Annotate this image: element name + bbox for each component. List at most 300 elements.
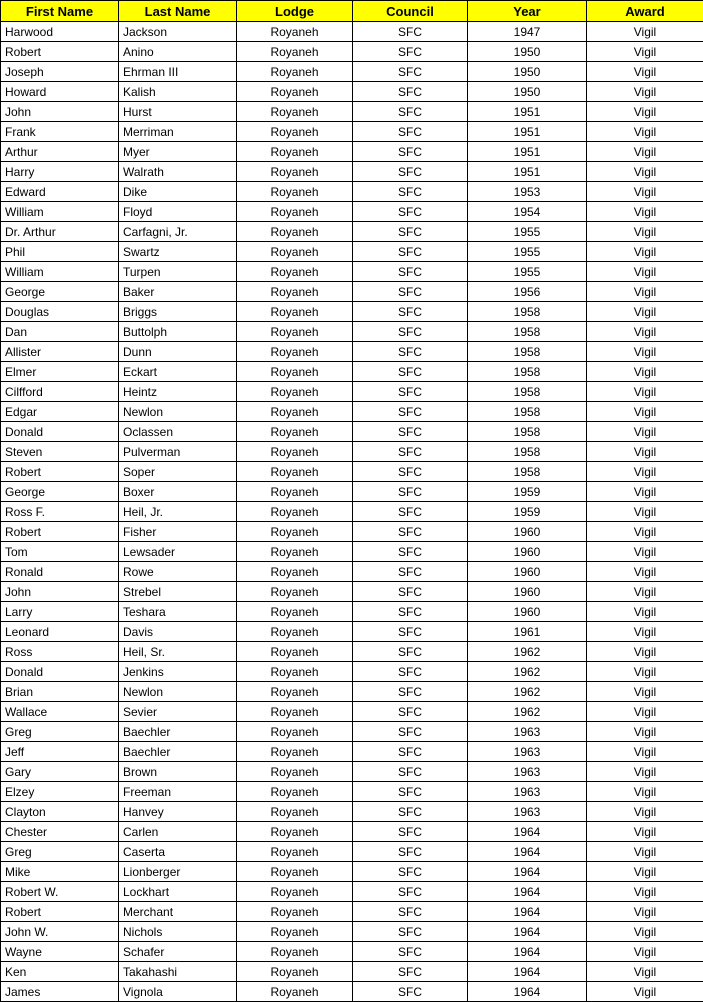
cell-first-name[interactable]: John [1, 102, 119, 122]
cell-lodge[interactable]: Royaneh [237, 222, 353, 242]
cell-award[interactable]: Vigil [587, 542, 703, 562]
cell-first-name[interactable]: Edgar [1, 402, 119, 422]
cell-last-name[interactable]: Jackson [119, 22, 237, 42]
cell-award[interactable]: Vigil [587, 122, 703, 142]
cell-first-name[interactable]: Robert W. [1, 882, 119, 902]
cell-lodge[interactable]: Royaneh [237, 822, 353, 842]
cell-year[interactable]: 1960 [468, 522, 587, 542]
cell-council[interactable]: SFC [353, 942, 468, 962]
cell-first-name[interactable]: William [1, 262, 119, 282]
cell-last-name[interactable]: Briggs [119, 302, 237, 322]
cell-award[interactable]: Vigil [587, 942, 703, 962]
cell-council[interactable]: SFC [353, 162, 468, 182]
cell-last-name[interactable]: Brown [119, 762, 237, 782]
cell-year[interactable]: 1962 [468, 662, 587, 682]
cell-council[interactable]: SFC [353, 222, 468, 242]
cell-council[interactable]: SFC [353, 62, 468, 82]
cell-first-name[interactable]: Harwood [1, 22, 119, 42]
cell-last-name[interactable]: Sevier [119, 702, 237, 722]
cell-last-name[interactable]: Caserta [119, 842, 237, 862]
cell-last-name[interactable]: Hurst [119, 102, 237, 122]
cell-year[interactable]: 1955 [468, 242, 587, 262]
cell-last-name[interactable]: Oclassen [119, 422, 237, 442]
cell-year[interactable]: 1947 [468, 22, 587, 42]
cell-year[interactable]: 1962 [468, 702, 587, 722]
cell-last-name[interactable]: Strebel [119, 582, 237, 602]
cell-council[interactable]: SFC [353, 82, 468, 102]
cell-first-name[interactable]: John W. [1, 922, 119, 942]
cell-award[interactable]: Vigil [587, 182, 703, 202]
cell-last-name[interactable]: Jenkins [119, 662, 237, 682]
cell-first-name[interactable]: Robert [1, 902, 119, 922]
cell-last-name[interactable]: Walrath [119, 162, 237, 182]
cell-first-name[interactable]: George [1, 482, 119, 502]
cell-council[interactable]: SFC [353, 962, 468, 982]
cell-last-name[interactable]: Nichols [119, 922, 237, 942]
cell-award[interactable]: Vigil [587, 262, 703, 282]
cell-first-name[interactable]: Douglas [1, 302, 119, 322]
cell-award[interactable]: Vigil [587, 62, 703, 82]
cell-year[interactable]: 1951 [468, 122, 587, 142]
cell-council[interactable]: SFC [353, 982, 468, 1002]
cell-lodge[interactable]: Royaneh [237, 462, 353, 482]
cell-award[interactable]: Vigil [587, 722, 703, 742]
cell-lodge[interactable]: Royaneh [237, 422, 353, 442]
cell-year[interactable]: 1951 [468, 102, 587, 122]
cell-council[interactable]: SFC [353, 482, 468, 502]
cell-lodge[interactable]: Royaneh [237, 642, 353, 662]
cell-last-name[interactable]: Lionberger [119, 862, 237, 882]
cell-lodge[interactable]: Royaneh [237, 762, 353, 782]
cell-council[interactable]: SFC [353, 722, 468, 742]
cell-award[interactable]: Vigil [587, 742, 703, 762]
cell-first-name[interactable]: Dr. Arthur [1, 222, 119, 242]
cell-award[interactable]: Vigil [587, 22, 703, 42]
cell-council[interactable]: SFC [353, 902, 468, 922]
cell-year[interactable]: 1958 [468, 402, 587, 422]
cell-first-name[interactable]: Phil [1, 242, 119, 262]
cell-lodge[interactable]: Royaneh [237, 102, 353, 122]
cell-award[interactable]: Vigil [587, 762, 703, 782]
cell-first-name[interactable]: Greg [1, 722, 119, 742]
cell-year[interactable]: 1950 [468, 62, 587, 82]
cell-council[interactable]: SFC [353, 842, 468, 862]
cell-award[interactable]: Vigil [587, 82, 703, 102]
cell-award[interactable]: Vigil [587, 982, 703, 1002]
cell-last-name[interactable]: Merriman [119, 122, 237, 142]
cell-year[interactable]: 1959 [468, 502, 587, 522]
cell-year[interactable]: 1964 [468, 922, 587, 942]
cell-last-name[interactable]: Rowe [119, 562, 237, 582]
cell-last-name[interactable]: Carlen [119, 822, 237, 842]
cell-last-name[interactable]: Dike [119, 182, 237, 202]
cell-year[interactable]: 1959 [468, 482, 587, 502]
cell-council[interactable]: SFC [353, 422, 468, 442]
cell-award[interactable]: Vigil [587, 102, 703, 122]
cell-last-name[interactable]: Lewsader [119, 542, 237, 562]
cell-year[interactable]: 1958 [468, 322, 587, 342]
cell-award[interactable]: Vigil [587, 342, 703, 362]
cell-lodge[interactable]: Royaneh [237, 202, 353, 222]
cell-lodge[interactable]: Royaneh [237, 382, 353, 402]
cell-lodge[interactable]: Royaneh [237, 142, 353, 162]
cell-last-name[interactable]: Baker [119, 282, 237, 302]
cell-award[interactable]: Vigil [587, 442, 703, 462]
cell-council[interactable]: SFC [353, 342, 468, 362]
cell-lodge[interactable]: Royaneh [237, 482, 353, 502]
cell-last-name[interactable]: Turpen [119, 262, 237, 282]
cell-council[interactable]: SFC [353, 662, 468, 682]
cell-first-name[interactable]: Elzey [1, 782, 119, 802]
cell-last-name[interactable]: Heintz [119, 382, 237, 402]
cell-lodge[interactable]: Royaneh [237, 522, 353, 542]
cell-first-name[interactable]: John [1, 582, 119, 602]
cell-last-name[interactable]: Newlon [119, 402, 237, 422]
column-header-last-name[interactable]: Last Name [119, 1, 237, 22]
cell-council[interactable]: SFC [353, 382, 468, 402]
cell-first-name[interactable]: Dan [1, 322, 119, 342]
cell-first-name[interactable]: Cilfford [1, 382, 119, 402]
cell-year[interactable]: 1963 [468, 782, 587, 802]
cell-year[interactable]: 1963 [468, 762, 587, 782]
cell-award[interactable]: Vigil [587, 842, 703, 862]
cell-year[interactable]: 1964 [468, 982, 587, 1002]
cell-year[interactable]: 1954 [468, 202, 587, 222]
cell-council[interactable]: SFC [353, 202, 468, 222]
cell-award[interactable]: Vigil [587, 642, 703, 662]
cell-award[interactable]: Vigil [587, 322, 703, 342]
cell-year[interactable]: 1963 [468, 722, 587, 742]
cell-lodge[interactable]: Royaneh [237, 782, 353, 802]
cell-council[interactable]: SFC [353, 702, 468, 722]
cell-lodge[interactable]: Royaneh [237, 402, 353, 422]
cell-award[interactable]: Vigil [587, 402, 703, 422]
cell-first-name[interactable]: Mike [1, 862, 119, 882]
cell-lodge[interactable]: Royaneh [237, 242, 353, 262]
cell-council[interactable]: SFC [353, 282, 468, 302]
cell-council[interactable]: SFC [353, 42, 468, 62]
cell-lodge[interactable]: Royaneh [237, 182, 353, 202]
cell-last-name[interactable]: Ehrman III [119, 62, 237, 82]
cell-first-name[interactable]: Steven [1, 442, 119, 462]
cell-year[interactable]: 1955 [468, 222, 587, 242]
cell-last-name[interactable]: Eckart [119, 362, 237, 382]
cell-first-name[interactable]: James [1, 982, 119, 1002]
cell-award[interactable]: Vigil [587, 702, 703, 722]
cell-last-name[interactable]: Baechler [119, 742, 237, 762]
cell-first-name[interactable]: Wayne [1, 942, 119, 962]
cell-lodge[interactable]: Royaneh [237, 22, 353, 42]
cell-council[interactable]: SFC [353, 122, 468, 142]
cell-lodge[interactable]: Royaneh [237, 302, 353, 322]
cell-last-name[interactable]: Davis [119, 622, 237, 642]
cell-first-name[interactable]: Larry [1, 602, 119, 622]
cell-year[interactable]: 1958 [468, 342, 587, 362]
cell-first-name[interactable]: Donald [1, 422, 119, 442]
cell-council[interactable]: SFC [353, 782, 468, 802]
cell-council[interactable]: SFC [353, 22, 468, 42]
cell-lodge[interactable]: Royaneh [237, 82, 353, 102]
cell-year[interactable]: 1964 [468, 942, 587, 962]
cell-year[interactable]: 1962 [468, 642, 587, 662]
cell-last-name[interactable]: Baechler [119, 722, 237, 742]
cell-lodge[interactable]: Royaneh [237, 962, 353, 982]
cell-year[interactable]: 1964 [468, 862, 587, 882]
cell-year[interactable]: 1953 [468, 182, 587, 202]
cell-award[interactable]: Vigil [587, 222, 703, 242]
cell-last-name[interactable]: Soper [119, 462, 237, 482]
cell-year[interactable]: 1961 [468, 622, 587, 642]
cell-lodge[interactable]: Royaneh [237, 702, 353, 722]
column-header-council[interactable]: Council [353, 1, 468, 22]
cell-award[interactable]: Vigil [587, 562, 703, 582]
column-header-award[interactable]: Award [587, 1, 703, 22]
cell-last-name[interactable]: Heil, Sr. [119, 642, 237, 662]
cell-lodge[interactable]: Royaneh [237, 122, 353, 142]
cell-award[interactable]: Vigil [587, 162, 703, 182]
cell-first-name[interactable]: Ross [1, 642, 119, 662]
cell-year[interactable]: 1950 [468, 42, 587, 62]
cell-first-name[interactable]: Ronald [1, 562, 119, 582]
cell-lodge[interactable]: Royaneh [237, 62, 353, 82]
cell-award[interactable]: Vigil [587, 622, 703, 642]
cell-year[interactable]: 1964 [468, 962, 587, 982]
cell-council[interactable]: SFC [353, 622, 468, 642]
cell-council[interactable]: SFC [353, 362, 468, 382]
cell-first-name[interactable]: George [1, 282, 119, 302]
cell-lodge[interactable]: Royaneh [237, 542, 353, 562]
cell-award[interactable]: Vigil [587, 882, 703, 902]
cell-first-name[interactable]: Donald [1, 662, 119, 682]
cell-first-name[interactable]: Robert [1, 42, 119, 62]
cell-award[interactable]: Vigil [587, 42, 703, 62]
cell-last-name[interactable]: Floyd [119, 202, 237, 222]
cell-council[interactable]: SFC [353, 442, 468, 462]
cell-first-name[interactable]: Clayton [1, 802, 119, 822]
cell-award[interactable]: Vigil [587, 502, 703, 522]
cell-award[interactable]: Vigil [587, 242, 703, 262]
cell-council[interactable]: SFC [353, 882, 468, 902]
cell-first-name[interactable]: Robert [1, 522, 119, 542]
cell-award[interactable]: Vigil [587, 362, 703, 382]
cell-first-name[interactable]: Ken [1, 962, 119, 982]
cell-award[interactable]: Vigil [587, 382, 703, 402]
cell-last-name[interactable]: Hanvey [119, 802, 237, 822]
cell-first-name[interactable]: Leonard [1, 622, 119, 642]
cell-last-name[interactable]: Myer [119, 142, 237, 162]
cell-year[interactable]: 1962 [468, 682, 587, 702]
column-header-lodge[interactable]: Lodge [237, 1, 353, 22]
cell-award[interactable]: Vigil [587, 462, 703, 482]
cell-first-name[interactable]: Tom [1, 542, 119, 562]
cell-council[interactable]: SFC [353, 462, 468, 482]
cell-award[interactable]: Vigil [587, 582, 703, 602]
cell-year[interactable]: 1960 [468, 542, 587, 562]
cell-first-name[interactable]: Greg [1, 842, 119, 862]
cell-council[interactable]: SFC [353, 322, 468, 342]
cell-council[interactable]: SFC [353, 762, 468, 782]
cell-council[interactable]: SFC [353, 502, 468, 522]
cell-year[interactable]: 1955 [468, 262, 587, 282]
cell-first-name[interactable]: William [1, 202, 119, 222]
cell-first-name[interactable]: Arthur [1, 142, 119, 162]
cell-first-name[interactable]: Gary [1, 762, 119, 782]
cell-lodge[interactable]: Royaneh [237, 502, 353, 522]
cell-lodge[interactable]: Royaneh [237, 262, 353, 282]
cell-year[interactable]: 1964 [468, 902, 587, 922]
cell-last-name[interactable]: Schafer [119, 942, 237, 962]
cell-first-name[interactable]: Elmer [1, 362, 119, 382]
cell-year[interactable]: 1964 [468, 882, 587, 902]
cell-last-name[interactable]: Swartz [119, 242, 237, 262]
cell-council[interactable]: SFC [353, 242, 468, 262]
cell-lodge[interactable]: Royaneh [237, 342, 353, 362]
cell-award[interactable]: Vigil [587, 302, 703, 322]
cell-council[interactable]: SFC [353, 642, 468, 662]
cell-award[interactable]: Vigil [587, 142, 703, 162]
cell-last-name[interactable]: Dunn [119, 342, 237, 362]
cell-year[interactable]: 1964 [468, 842, 587, 862]
cell-last-name[interactable]: Pulverman [119, 442, 237, 462]
cell-lodge[interactable]: Royaneh [237, 42, 353, 62]
cell-year[interactable]: 1950 [468, 82, 587, 102]
cell-council[interactable]: SFC [353, 182, 468, 202]
cell-council[interactable]: SFC [353, 602, 468, 622]
cell-council[interactable]: SFC [353, 562, 468, 582]
cell-year[interactable]: 1958 [468, 302, 587, 322]
cell-first-name[interactable]: Chester [1, 822, 119, 842]
cell-award[interactable]: Vigil [587, 282, 703, 302]
cell-award[interactable]: Vigil [587, 482, 703, 502]
cell-council[interactable]: SFC [353, 102, 468, 122]
cell-lodge[interactable]: Royaneh [237, 982, 353, 1002]
cell-last-name[interactable]: Newlon [119, 682, 237, 702]
cell-lodge[interactable]: Royaneh [237, 742, 353, 762]
cell-first-name[interactable]: Frank [1, 122, 119, 142]
cell-year[interactable]: 1958 [468, 422, 587, 442]
cell-council[interactable]: SFC [353, 262, 468, 282]
cell-first-name[interactable]: Edward [1, 182, 119, 202]
cell-year[interactable]: 1964 [468, 822, 587, 842]
cell-year[interactable]: 1958 [468, 362, 587, 382]
cell-lodge[interactable]: Royaneh [237, 922, 353, 942]
cell-council[interactable]: SFC [353, 742, 468, 762]
cell-last-name[interactable]: Vignola [119, 982, 237, 1002]
cell-award[interactable]: Vigil [587, 802, 703, 822]
cell-award[interactable]: Vigil [587, 202, 703, 222]
cell-lodge[interactable]: Royaneh [237, 662, 353, 682]
cell-award[interactable]: Vigil [587, 602, 703, 622]
cell-first-name[interactable]: Ross F. [1, 502, 119, 522]
cell-year[interactable]: 1956 [468, 282, 587, 302]
cell-council[interactable]: SFC [353, 822, 468, 842]
cell-council[interactable]: SFC [353, 682, 468, 702]
cell-award[interactable]: Vigil [587, 902, 703, 922]
cell-lodge[interactable]: Royaneh [237, 902, 353, 922]
cell-first-name[interactable]: Wallace [1, 702, 119, 722]
cell-council[interactable]: SFC [353, 542, 468, 562]
cell-lodge[interactable]: Royaneh [237, 562, 353, 582]
cell-last-name[interactable]: Teshara [119, 602, 237, 622]
cell-council[interactable]: SFC [353, 522, 468, 542]
cell-award[interactable]: Vigil [587, 782, 703, 802]
cell-lodge[interactable]: Royaneh [237, 722, 353, 742]
cell-council[interactable]: SFC [353, 302, 468, 322]
cell-council[interactable]: SFC [353, 862, 468, 882]
cell-year[interactable]: 1951 [468, 142, 587, 162]
cell-lodge[interactable]: Royaneh [237, 882, 353, 902]
cell-lodge[interactable]: Royaneh [237, 362, 353, 382]
cell-lodge[interactable]: Royaneh [237, 682, 353, 702]
column-header-first-name[interactable]: First Name [1, 1, 119, 22]
cell-lodge[interactable]: Royaneh [237, 842, 353, 862]
cell-last-name[interactable]: Kalish [119, 82, 237, 102]
cell-first-name[interactable]: Brian [1, 682, 119, 702]
cell-first-name[interactable]: Allister [1, 342, 119, 362]
cell-award[interactable]: Vigil [587, 822, 703, 842]
cell-last-name[interactable]: Lockhart [119, 882, 237, 902]
cell-award[interactable]: Vigil [587, 962, 703, 982]
cell-first-name[interactable]: Robert [1, 462, 119, 482]
cell-year[interactable]: 1958 [468, 442, 587, 462]
cell-year[interactable]: 1963 [468, 742, 587, 762]
cell-lodge[interactable]: Royaneh [237, 282, 353, 302]
cell-lodge[interactable]: Royaneh [237, 602, 353, 622]
cell-lodge[interactable]: Royaneh [237, 322, 353, 342]
cell-last-name[interactable]: Freeman [119, 782, 237, 802]
cell-lodge[interactable]: Royaneh [237, 442, 353, 462]
cell-year[interactable]: 1958 [468, 462, 587, 482]
cell-council[interactable]: SFC [353, 582, 468, 602]
cell-last-name[interactable]: Anino [119, 42, 237, 62]
cell-award[interactable]: Vigil [587, 422, 703, 442]
cell-council[interactable]: SFC [353, 402, 468, 422]
cell-first-name[interactable]: Howard [1, 82, 119, 102]
cell-award[interactable]: Vigil [587, 862, 703, 882]
cell-award[interactable]: Vigil [587, 922, 703, 942]
cell-first-name[interactable]: Joseph [1, 62, 119, 82]
cell-first-name[interactable]: Jeff [1, 742, 119, 762]
column-header-year[interactable]: Year [468, 1, 587, 22]
cell-last-name[interactable]: Fisher [119, 522, 237, 542]
cell-year[interactable]: 1960 [468, 562, 587, 582]
cell-last-name[interactable]: Buttolph [119, 322, 237, 342]
cell-year[interactable]: 1960 [468, 602, 587, 622]
cell-lodge[interactable]: Royaneh [237, 802, 353, 822]
cell-council[interactable]: SFC [353, 922, 468, 942]
cell-first-name[interactable]: Harry [1, 162, 119, 182]
cell-last-name[interactable]: Merchant [119, 902, 237, 922]
cell-last-name[interactable]: Takahashi [119, 962, 237, 982]
cell-year[interactable]: 1960 [468, 582, 587, 602]
cell-year[interactable]: 1963 [468, 802, 587, 822]
cell-year[interactable]: 1958 [468, 382, 587, 402]
cell-award[interactable]: Vigil [587, 522, 703, 542]
cell-award[interactable]: Vigil [587, 662, 703, 682]
cell-last-name[interactable]: Boxer [119, 482, 237, 502]
cell-last-name[interactable]: Heil, Jr. [119, 502, 237, 522]
cell-last-name[interactable]: Carfagni, Jr. [119, 222, 237, 242]
cell-award[interactable]: Vigil [587, 682, 703, 702]
cell-lodge[interactable]: Royaneh [237, 862, 353, 882]
cell-lodge[interactable]: Royaneh [237, 162, 353, 182]
cell-council[interactable]: SFC [353, 802, 468, 822]
cell-lodge[interactable]: Royaneh [237, 942, 353, 962]
cell-year[interactable]: 1951 [468, 162, 587, 182]
cell-lodge[interactable]: Royaneh [237, 622, 353, 642]
cell-council[interactable]: SFC [353, 142, 468, 162]
cell-lodge[interactable]: Royaneh [237, 582, 353, 602]
